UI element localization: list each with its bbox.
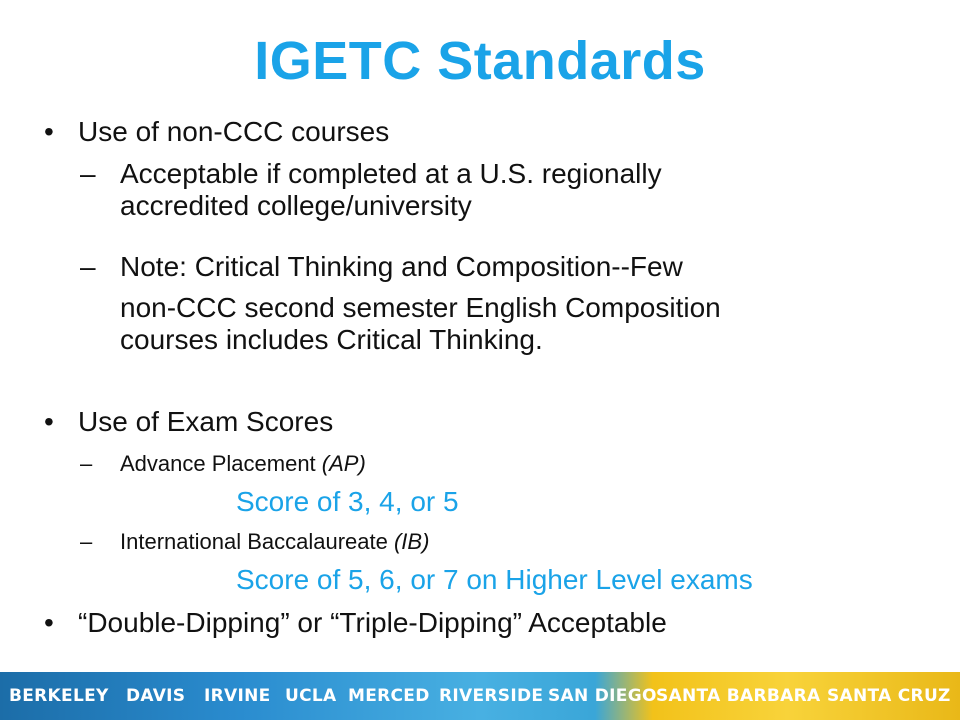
bullet-exam-scores: Use of Exam Scores bbox=[78, 406, 334, 437]
sub-note-line1: Note: Critical Thinking and Composition--Few bbox=[120, 251, 683, 282]
dash-marker: – bbox=[80, 158, 96, 189]
ib-score-line: Score of 5, 6, or 7 on Higher Level exams bbox=[236, 564, 753, 595]
bullet-non-ccc-courses: Use of non-CCC courses bbox=[78, 116, 390, 147]
sub-international-baccalaureate bbox=[120, 528, 429, 556]
campus-san-diego: SAN DIEGO bbox=[547, 686, 657, 706]
slide-title: IGETC Standards bbox=[254, 31, 706, 91]
dash-marker: – bbox=[80, 451, 93, 476]
dash-marker: – bbox=[80, 251, 96, 282]
ap-abbrev: (AP) bbox=[321, 451, 366, 476]
ib-abbrev: (IB) bbox=[393, 529, 430, 554]
campus-santa-cruz: SANTA CRUZ bbox=[827, 686, 951, 706]
sub-note-line2: non-CCC second semester English Composition bbox=[120, 292, 721, 323]
sub-note-line3: courses includes Critical Thinking. bbox=[120, 324, 543, 355]
campus-santa-barbara: SANTA BARBARA bbox=[655, 686, 821, 706]
bullet-double-dipping: “Double-Dipping” or “Triple-Dipping” Acceptable bbox=[78, 607, 667, 638]
campus-irvine: IRVINE bbox=[203, 686, 271, 706]
sub-acceptable-line1: Acceptable if completed at a U.S. regionally bbox=[120, 158, 662, 189]
bullet-marker: • bbox=[44, 406, 54, 437]
ap-label: Advance Placement bbox=[120, 451, 322, 476]
campus-merced: MERCED bbox=[348, 686, 430, 706]
campus-davis: DAVIS bbox=[126, 686, 186, 706]
bullet-marker: • bbox=[44, 116, 54, 147]
bullet-marker: • bbox=[44, 607, 54, 638]
dash-marker: – bbox=[80, 529, 93, 554]
campus-riverside: RIVERSIDE bbox=[438, 686, 544, 706]
campus-ucla: UCLA bbox=[285, 686, 337, 706]
ap-score-line: Score of 3, 4, or 5 bbox=[236, 486, 459, 517]
ib-label: International Baccalaureate bbox=[120, 529, 394, 554]
campus-footer-banner bbox=[0, 672, 960, 720]
campus-berkeley: BERKELEY bbox=[9, 686, 109, 706]
sub-advance-placement bbox=[120, 450, 366, 478]
sub-acceptable-line2: accredited college/university bbox=[120, 190, 472, 221]
